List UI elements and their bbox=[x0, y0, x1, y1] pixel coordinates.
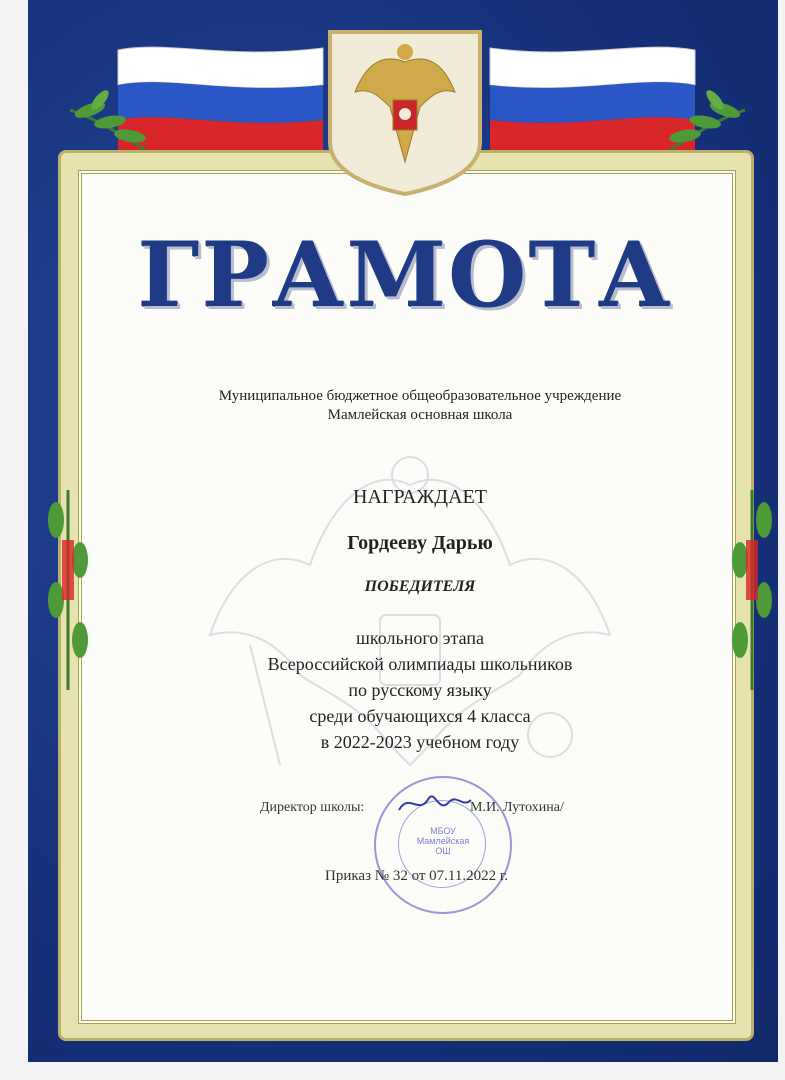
event-line-5: в 2022-2023 учебном году bbox=[320, 732, 520, 752]
event-line-2: Всероссийской олимпиады школьников bbox=[267, 654, 573, 674]
director-name: М.И. Лутохина/ bbox=[470, 800, 564, 815]
awards-heading: НАГРАЖДАЕТ bbox=[353, 486, 487, 508]
certificate-title: ГРАМОТА bbox=[137, 222, 673, 328]
issuer-line-1: Муниципальное бюджетное общеобразовательное учреждение bbox=[218, 388, 622, 404]
coat-of-arms-icon bbox=[320, 22, 490, 197]
event-line-4: среди обучающихся 4 класса bbox=[309, 706, 531, 726]
recipient-name: Гордееву Дарью bbox=[347, 532, 493, 554]
left-side-laurel-icon bbox=[38, 480, 98, 700]
order-reference: Приказ № 32 от 07.11.2022 г. bbox=[325, 868, 509, 884]
event-line-1: школьного этапа bbox=[356, 628, 484, 648]
issuer-line-2: Мамлейская основная школа bbox=[327, 407, 513, 423]
right-side-laurel-icon bbox=[722, 480, 782, 700]
status-label: ПОБЕДИТЕЛЯ bbox=[364, 578, 476, 595]
event-line-3: по русскому языку bbox=[348, 680, 492, 700]
stamp-center-text: МБОУ Мамлейская ОШ bbox=[416, 826, 470, 856]
director-label: Директор школы: bbox=[260, 800, 365, 815]
official-stamp bbox=[374, 776, 512, 914]
